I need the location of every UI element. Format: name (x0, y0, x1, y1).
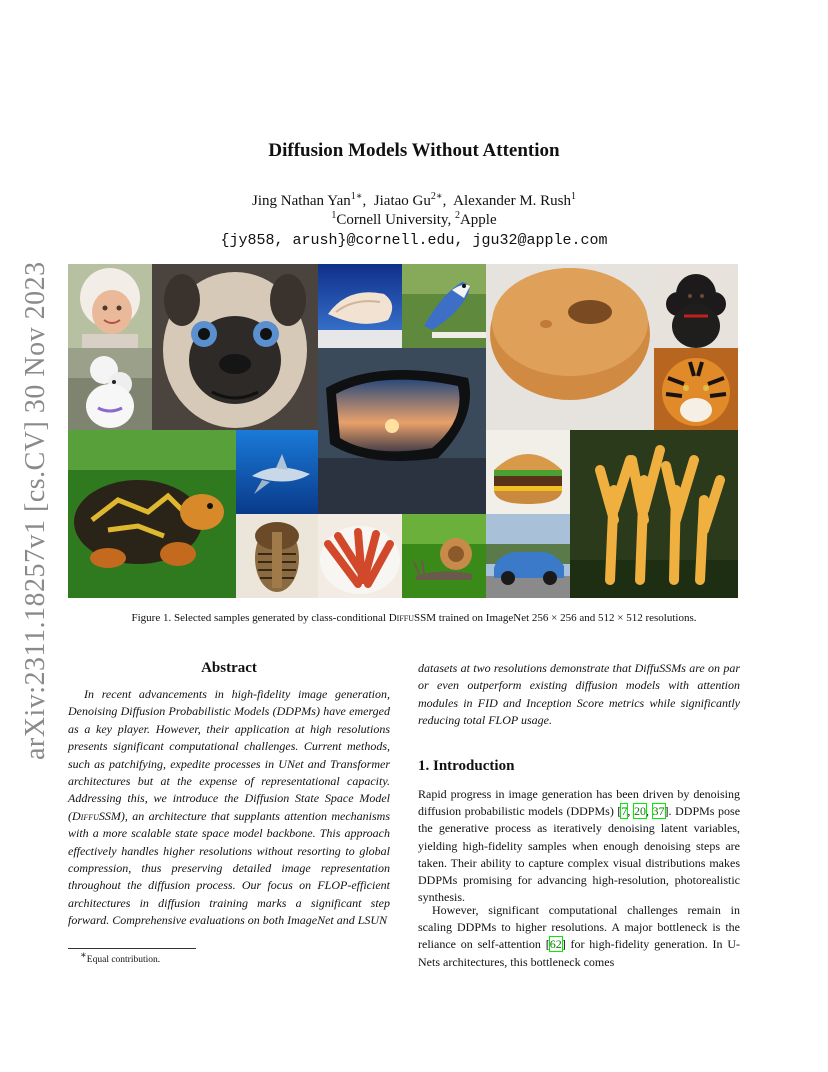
tiger-image (654, 348, 738, 430)
author-marker: 1 (571, 191, 577, 202)
section-heading-introduction: 1. Introduction (418, 758, 515, 774)
intro-text: for high-fidelity generation. In U-Nets architectures, this bottleneck comes (418, 937, 741, 969)
author-marker: 1∗ (350, 191, 363, 202)
abstract-heading: Abstract (201, 660, 257, 676)
poodle-black-image (654, 264, 738, 348)
shark-image (236, 430, 318, 514)
figure-caption (0, 612, 828, 624)
footnote-text: Equal contribution. (86, 955, 161, 965)
intro-text: However, significant computational challenges remain in scaling DDPMs to higher resolutions. A major bottleneck is the reliance on self-attention (418, 903, 740, 952)
abstract-text: SSM), an architecture that supplants attention mechanisms with a more scalable state space model backbone. This approach effectively handles higher resolutions without resorting to global compression, thus preserving detailed image representation throughout the diffusion process. Our focus on FLOP-efficient architectures in diffusion training marks a significant step forward. Comprehensive evaluations on both ImageNet and LSUN (68, 808, 390, 928)
trilobite-image (236, 514, 318, 598)
footnote-marker: ∗ (80, 949, 87, 961)
author-name: Alexander M. Rush (453, 193, 572, 209)
abstract-continuation: datasets at two resolutions demonstrate that DiffuSSMs are on par or even outperform existing diffusion models with attention modules in FID and Inception Score metrics while significantly reducing total FLOP usage. (418, 661, 740, 728)
seashell-image (318, 264, 402, 348)
intro-text: DDPMs pose the generative process as iteratively denoising latent variables, yielding high-fidelity samples when enough denoising steps are taken. Their ability to capture complex visual distributions makes DDPMs promising for advancing high-resolution, photorealistic synthesis. (418, 804, 741, 905)
caption-text: Figure 1. Selected samples generated by class-conditional D (131, 612, 397, 624)
intro-paragraph: Rapid progress in image generation has been driven by denoising diffusion probabilistic models (DDPMs) [7, 20, 37]. DDPMs pose the generative process as iteratively denoising latent variables, yielding high-fidelity samples when enough denoising steps are taken. Their ability to capture complex visual distributions makes DDPMs promising for advancing high-resolution, photorealistic synthesis. (418, 787, 741, 905)
affiliation-marker: 1 (331, 210, 337, 221)
affiliation-marker: 2 (454, 210, 460, 221)
abstract-body (68, 686, 390, 930)
author-emails: {jy858, arush}@cornell.edu, jgu32@apple.com (220, 232, 608, 249)
citation-link[interactable]: 62 (549, 937, 562, 952)
citation-link[interactable]: 7 (621, 804, 628, 819)
snail-image (402, 514, 486, 598)
hamburger-image (486, 430, 570, 514)
abstract-text: In recent advancements in high-fidelity image generation, Denoising Diffusion Probabilistic Models (DDPMs) have emerged as a key player. However, their application at high resolutions presents significant computational challenges. Current methods, such as patchifying, expedite processes in UNet and Transformer architectures but at the expense of representational capacity. Addressing this, we introduce the Diffusion State Space Model (D (68, 687, 390, 823)
baby-image (68, 264, 152, 348)
paper-title: Diffusion Models Without Attention (268, 140, 560, 161)
citation-link[interactable]: 20 (633, 804, 646, 819)
bluejay-image (402, 264, 486, 348)
footnote (80, 949, 161, 965)
caption-text: SSM trained on ImageNet 256 × 256 and 512 × 512 resolutions. (414, 612, 697, 624)
coral-fungus-image (570, 430, 738, 598)
arxiv-side-stamp: arXiv:2311.18257v1 [cs.CV] 30 Nov 2023 (20, 261, 51, 760)
bagel-image (486, 264, 654, 430)
intro-paragraph: However, significant computational challenges remain in scaling DDPMs to higher resolutions. A major bottleneck is the reliance on self-attention [62] for high-fidelity generation. In U-Nets architectures, this bottleneck comes (418, 903, 741, 969)
affiliations (0, 212, 828, 229)
crab-legs-image (318, 514, 402, 598)
turtle-image (68, 430, 236, 598)
author-list: Jing Nathan Yan$^{1∗}$, Jiatao $Gu^{2∗}$, Alexander M. Rush$^1$ (251, 191, 577, 209)
affiliation: Apple (459, 212, 497, 228)
author-name: Jing Nathan Yan (251, 193, 351, 209)
affiliation: Cornell University, (336, 212, 455, 228)
caption-smallcaps: iffu (396, 612, 414, 624)
abstract-smallcaps: iffu (80, 808, 99, 823)
author-name: Jiatao Gu (373, 193, 431, 209)
author-marker: 2∗ (430, 191, 443, 202)
intro-text: Rapid progress in image generation has been driven by denoising diffusion probabilistic models (DDPMs) (418, 787, 740, 819)
footnote-rule (68, 948, 196, 949)
pug-image (152, 264, 318, 430)
car-mirror-image (318, 348, 486, 514)
poodle-white-image (68, 348, 152, 430)
vintage-car-image (486, 514, 570, 598)
citation-link[interactable]: 37 (652, 804, 665, 819)
figure-sample-grid (68, 264, 738, 598)
